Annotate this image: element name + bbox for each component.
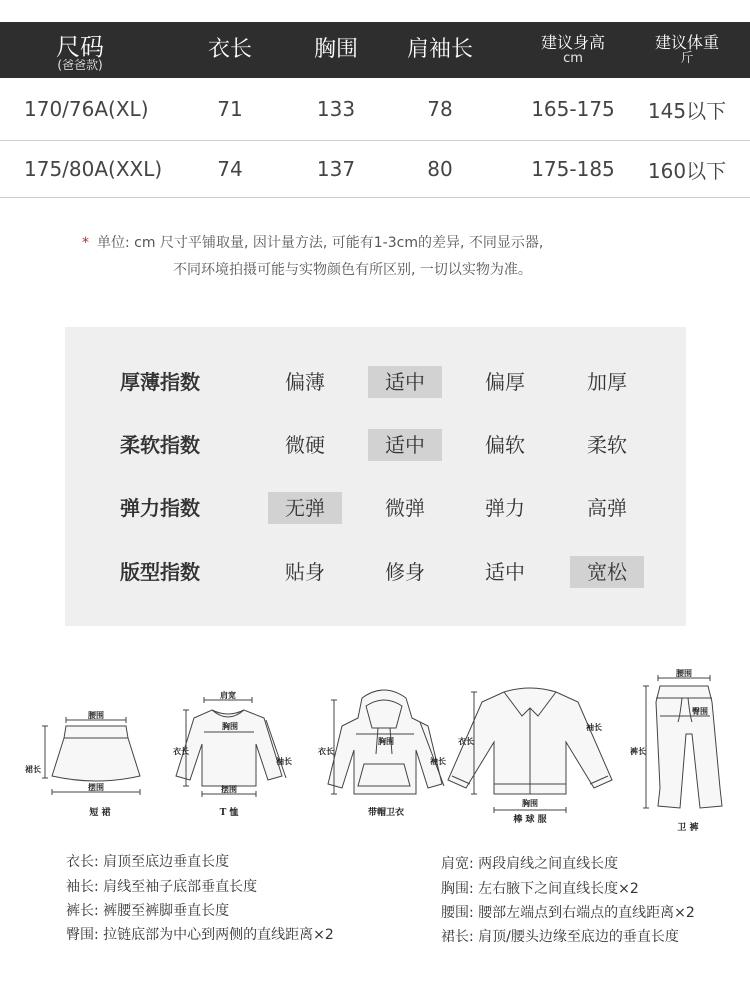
pants-waist-label: 腰围 <box>676 668 692 678</box>
header-height: 建议身高 cm <box>540 33 605 66</box>
pants-hip-label: 臀围 <box>692 706 708 716</box>
hoodie-chest-label: 胸围 <box>378 736 394 746</box>
baseball-caption: 棒 球 服 <box>513 815 547 825</box>
index-option: 微硬 <box>285 433 325 457</box>
header-size-sub: (爸爸款) <box>57 58 103 72</box>
definition-item: 胸围: 左右腋下之间直线长度×2 <box>441 881 639 897</box>
definition-item: 袖长: 肩线至袖子底部垂直长度 <box>66 879 258 895</box>
skirt-hem-label: 摆围 <box>88 782 104 792</box>
table-row <box>0 141 750 198</box>
index-option: 微弹 <box>385 496 425 520</box>
pants-caption: 卫 裤 <box>677 823 699 833</box>
tshirt-hem-label: 摆围 <box>221 784 237 794</box>
cell-size: 170/76A(XL) <box>24 97 149 121</box>
baseball-length-label: 衣长 <box>458 736 474 746</box>
cell-length: 71 <box>217 97 243 121</box>
definition-item: 裙长: 肩顶/腰头边缘至底边的垂直长度 <box>441 929 679 945</box>
cell-height: 165-175 <box>531 97 615 121</box>
header-size-label: 尺码 <box>56 33 104 61</box>
index-label: 柔软指数 <box>120 433 200 457</box>
cell-chest: 133 <box>316 97 356 121</box>
skirt-length-label: 裙长 <box>25 764 41 774</box>
index-option: 偏厚 <box>485 370 525 394</box>
header-shoulder-sleeve: 肩袖长 <box>406 37 473 62</box>
index-label: 弹力指数 <box>120 496 200 520</box>
garment-illustrations-svg <box>0 668 750 838</box>
table-row <box>0 78 750 141</box>
index-option: 适中 <box>485 560 525 584</box>
size-table <box>0 22 750 198</box>
cell-shoulder-sleeve: 80 <box>427 157 453 181</box>
definition-item: 腰围: 腰部左端点到右端点的直线距离×2 <box>441 905 695 921</box>
index-label: 版型指数 <box>120 560 200 584</box>
index-option: 贴身 <box>285 560 325 584</box>
definition-item: 衣长: 肩顶至底边垂直长度 <box>66 854 230 870</box>
hoodie-length-label: 衣长 <box>318 746 334 756</box>
size-table-header <box>0 22 750 78</box>
definition-item: 肩宽: 两段肩线之间直线长度 <box>441 856 619 872</box>
pants-illustration <box>643 675 722 808</box>
skirt-caption: 短 裙 <box>89 808 111 818</box>
tshirt-illustration <box>176 697 286 797</box>
index-row-softness <box>65 427 686 463</box>
tshirt-shoulder-label: 肩宽 <box>220 690 236 700</box>
index-row-fit <box>65 554 686 590</box>
skirt-waist-label: 腰围 <box>88 710 104 720</box>
index-row-elasticity <box>65 490 686 526</box>
index-option: 偏软 <box>485 433 525 457</box>
tshirt-length-label: 衣长 <box>173 746 189 756</box>
tshirt-caption: T 恤 <box>219 808 239 818</box>
cell-weight: 145以下 <box>647 98 727 123</box>
hoodie-sleeve-label: 袖长 <box>430 756 446 766</box>
index-option: 宽松 <box>570 556 644 588</box>
cell-size: 175/80A(XXL) <box>24 157 163 181</box>
header-length: 衣长 <box>207 37 252 62</box>
fabric-index-panel <box>65 327 686 626</box>
index-option: 适中 <box>368 366 442 398</box>
index-label: 厚薄指数 <box>120 370 200 394</box>
baseball-sleeve-label: 袖长 <box>586 722 602 732</box>
note-star: * <box>82 235 89 251</box>
note-line-2: 不同环境拍摄可能与实物颜色有所区别, 一切以实物为准。 <box>173 262 532 278</box>
index-option: 高弹 <box>587 496 627 520</box>
index-row-thickness <box>65 364 686 400</box>
definition-item: 裤长: 裤腰至裤脚垂直长度 <box>66 903 230 919</box>
pants-length-label: 裤长 <box>630 746 646 756</box>
garment-measurement-illustrations <box>0 668 750 838</box>
header-weight: 建议体重 斤 <box>654 33 719 66</box>
cell-height: 175-185 <box>531 157 615 181</box>
index-option: 修身 <box>385 560 425 584</box>
header-chest: 胸围 <box>313 37 358 62</box>
tshirt-chest-label: 胸围 <box>222 721 238 731</box>
index-option: 柔软 <box>587 433 627 457</box>
baseball-chest-label: 胸围 <box>522 798 538 808</box>
definition-item: 臀围: 拉链底部为中心到两侧的直线距离×2 <box>66 927 334 943</box>
tshirt-sleeve-label: 袖长 <box>276 756 292 766</box>
index-option: 无弹 <box>268 492 342 524</box>
header-size <box>20 22 140 78</box>
hoodie-caption: 带帽卫衣 <box>367 808 405 818</box>
index-option: 弹力 <box>485 496 525 520</box>
index-option: 适中 <box>368 429 442 461</box>
index-option: 偏薄 <box>285 370 325 394</box>
cell-weight: 160以下 <box>647 158 727 183</box>
cell-length: 74 <box>217 157 243 181</box>
baseball-jacket-illustration <box>448 688 612 813</box>
index-option: 加厚 <box>587 370 627 394</box>
cell-shoulder-sleeve: 78 <box>427 97 453 121</box>
cell-chest: 137 <box>316 157 356 181</box>
note-line-1: 单位: cm 尺寸平铺取量, 因计量方法, 可能有1-3cm的差异, 不同显示器, <box>97 235 544 251</box>
